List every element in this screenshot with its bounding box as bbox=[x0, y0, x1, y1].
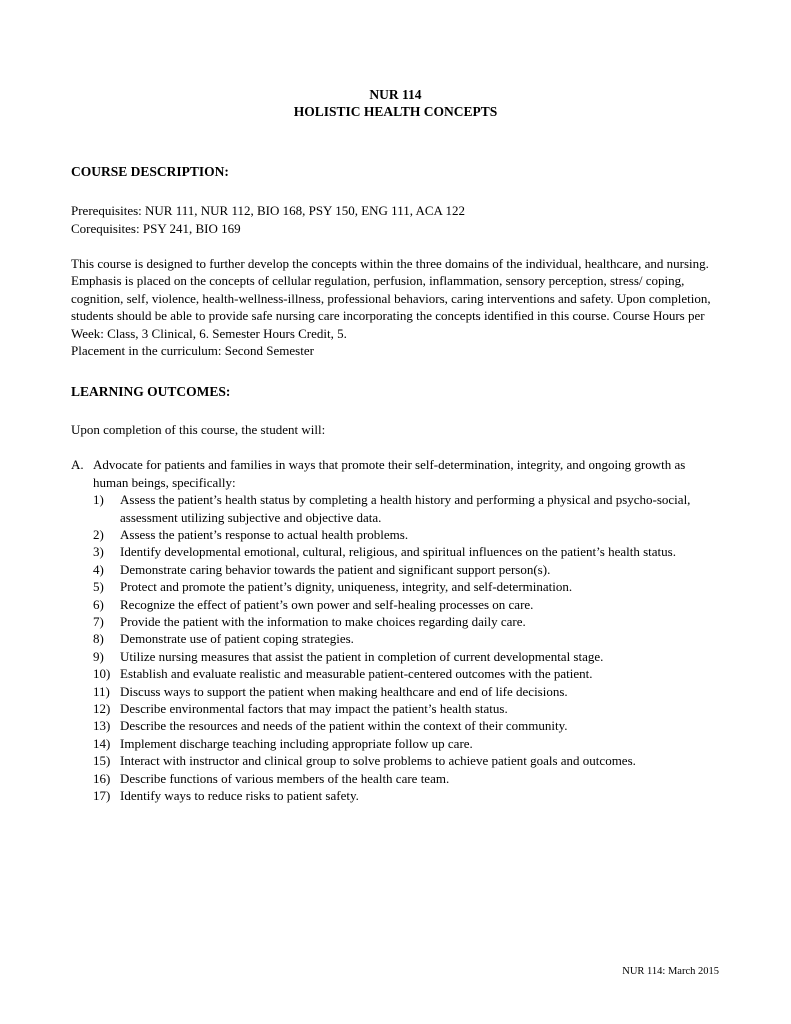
outcome-item-text: Assess the patient’s health status by completing a health history and performing a physical and psycho-social, assessment utilizing subjective and objective data. bbox=[120, 492, 691, 525]
outcome-item bbox=[93, 665, 720, 682]
outcome-item-number: 4) bbox=[93, 561, 104, 577]
outcome-item bbox=[93, 770, 720, 787]
learning-outcomes-intro: Upon completion of this course, the student will: bbox=[71, 421, 326, 437]
outcome-item-text: Identify ways to reduce risks to patient safety. bbox=[120, 788, 359, 803]
outcome-item bbox=[93, 787, 720, 804]
outcome-item-number: 12) bbox=[93, 700, 111, 716]
outcome-item-number: 17) bbox=[93, 788, 111, 803]
outcome-item-text: Demonstrate caring behavior towards the patient and significant support person(s). bbox=[120, 561, 551, 577]
outcome-item-number: 3) bbox=[93, 544, 104, 560]
outcome-item bbox=[93, 526, 720, 543]
outcome-item-text: Provide the patient with the information to make choices regarding daily care. bbox=[120, 613, 526, 629]
outcome-item-number: 8) bbox=[93, 631, 104, 647]
outcome-item-text: Describe environmental factors that may impact the patient’s health status. bbox=[120, 700, 508, 716]
outcome-item-number: 6) bbox=[93, 596, 104, 612]
course-description-heading: COURSE DESCRIPTION: bbox=[71, 163, 229, 179]
outcome-item-number: 16) bbox=[93, 770, 111, 786]
outcome-item bbox=[93, 717, 720, 734]
outcome-item-number: 13) bbox=[93, 718, 111, 734]
prerequisites-line: Prerequisites: NUR 111, NUR 112, BIO 168, PSY 150, ENG 111, ACA 122 bbox=[71, 203, 465, 219]
outcome-item-text: Protect and promote the patient’s dignity, uniqueness, integrity, and self-determination. bbox=[120, 579, 573, 595]
outcome-item-number: 2) bbox=[93, 526, 104, 542]
outcome-item-text: Implement discharge teaching including appropriate follow up care. bbox=[120, 735, 473, 751]
outcome-item-text: Establish and evaluate realistic and measurable patient-centered outcomes with the patient. bbox=[120, 666, 593, 682]
outcome-a bbox=[71, 456, 720, 491]
outcome-item-text: Describe the resources and needs of the patient within the context of their community. bbox=[120, 718, 568, 734]
outcome-item-number: 15) bbox=[93, 753, 111, 769]
outcome-item-text: Utilize nursing measures that assist the patient in completion of current developmental stage. bbox=[120, 648, 604, 664]
outcome-item bbox=[93, 561, 720, 578]
outcome-item bbox=[93, 543, 720, 560]
outcome-item-number: 7) bbox=[93, 613, 104, 629]
outcome-item bbox=[93, 648, 720, 665]
outcome-item-number: 10) bbox=[93, 666, 111, 682]
outcome-item-text: Describe functions of various members of the health care team. bbox=[120, 770, 450, 786]
outcome-item-text: Recognize the effect of patient’s own power and self-healing processes on care. bbox=[120, 596, 534, 612]
outcome-a-label: A. bbox=[71, 457, 84, 473]
learning-outcomes-heading: LEARNING OUTCOMES: bbox=[71, 384, 231, 400]
outcome-a-text: Advocate for patients and families in ways that promote their self-determination, integrity, and ongoing growth as human beings, specifically: bbox=[93, 457, 686, 490]
outcome-item bbox=[93, 700, 720, 717]
outcome-item bbox=[93, 578, 720, 595]
footer-note: NUR 114: March 2015 bbox=[622, 966, 719, 977]
outcome-item-text: Demonstrate use of patient coping strategies. bbox=[120, 631, 354, 647]
outcome-item bbox=[93, 683, 720, 700]
outcome-item-number: 11) bbox=[93, 683, 110, 699]
corequisites-line: Corequisites: PSY 241, BIO 169 bbox=[71, 220, 241, 236]
outcome-item-number: 14) bbox=[93, 735, 111, 751]
outcome-item bbox=[93, 491, 720, 526]
outcome-item bbox=[93, 613, 720, 630]
outcome-item-number: 5) bbox=[93, 579, 104, 595]
outcome-item bbox=[93, 596, 720, 613]
outcome-list bbox=[93, 491, 720, 804]
outcome-item bbox=[93, 630, 720, 647]
course-number: NUR 114 bbox=[369, 87, 422, 102]
course-description-paragraph: This course is designed to further develop the concepts within the three domains of the individual, healthcare, and nursing. Emphasis is placed on the concepts of cellular regulation, perfusion, inflammation, sensory perception, stress/ coping, cognition, self, violence, health-wellness-illness, professional behaviors, caring interventions and safety. Upon completion, students should be able to provide safe nursing care incorporating the concepts identified in this course. Course Hours per Week: Class, 3 Clinical, 6. Semester Hours Credit, 5. bbox=[71, 256, 711, 341]
document-title bbox=[71, 86, 720, 121]
outcome-item-number: 9) bbox=[93, 648, 104, 664]
outcome-item-text: Interact with instructor and clinical group to solve problems to achieve patient goals and outcomes. bbox=[120, 753, 636, 769]
outcome-item bbox=[93, 735, 720, 752]
outcome-item bbox=[93, 752, 720, 769]
outcome-item-number: 1) bbox=[93, 492, 104, 508]
outcome-item-text: Identify developmental emotional, cultural, religious, and spiritual influences on the patient’s health status. bbox=[120, 544, 676, 560]
placement-line: Placement in the curriculum: Second Semester bbox=[71, 343, 314, 359]
requisites-block bbox=[71, 202, 720, 237]
outcome-item-text: Assess the patient’s response to actual health problems. bbox=[120, 526, 409, 542]
outcome-item-text: Discuss ways to support the patient when making healthcare and end of life decisions. bbox=[120, 683, 568, 699]
course-name: HOLISTIC HEALTH CONCEPTS bbox=[293, 104, 498, 120]
